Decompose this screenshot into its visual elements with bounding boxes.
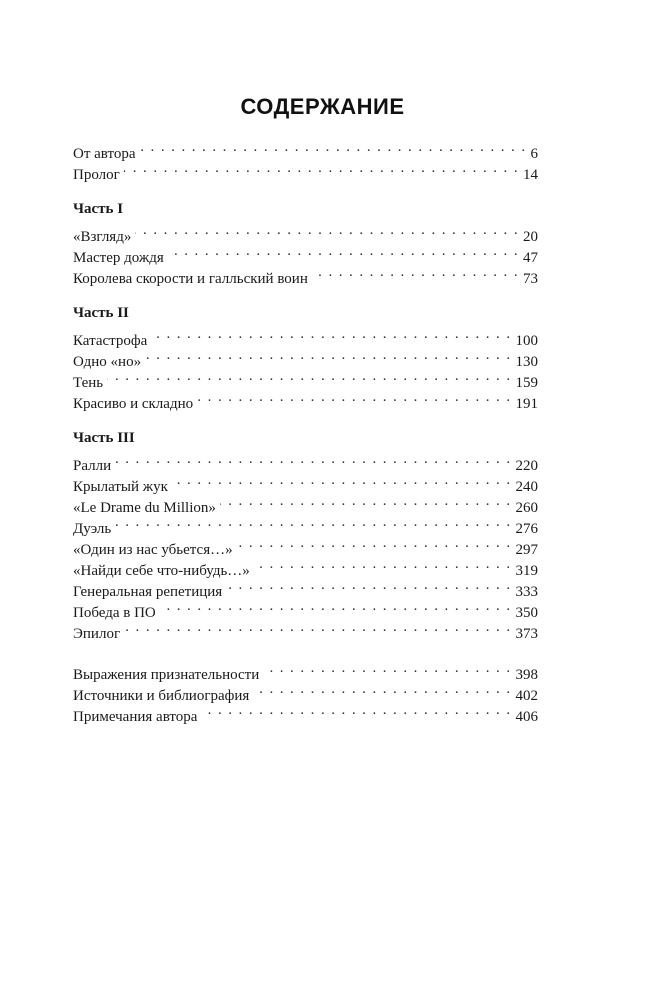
dot-leader xyxy=(124,617,511,638)
toc-entry-page: 73 xyxy=(523,271,538,287)
part-heading: Часть II xyxy=(73,305,129,321)
dot-leader xyxy=(140,137,527,158)
front-matter-section xyxy=(73,137,538,183)
toc-entry-label: Красиво и складно xyxy=(73,396,194,412)
toc-entry-label: «Найди себе что-нибудь…» xyxy=(73,563,250,579)
dot-leader xyxy=(253,679,511,700)
toc-entry[interactable] xyxy=(73,658,538,683)
dot-leader xyxy=(201,700,511,721)
toc-entry-label: Пролог xyxy=(73,167,120,183)
dot-leader xyxy=(226,575,511,596)
dot-leader xyxy=(197,387,511,408)
table-of-contents xyxy=(73,137,538,725)
page-title: СОДЕРЖАНИЕ xyxy=(240,94,405,119)
part-3-section xyxy=(73,428,538,642)
dot-leader xyxy=(145,345,511,366)
toc-entry[interactable] xyxy=(73,387,538,412)
toc-entry-label: Выражения признательности xyxy=(73,667,260,683)
toc-entry-page: 333 xyxy=(515,584,538,600)
toc-entry[interactable] xyxy=(73,241,538,266)
dot-leader xyxy=(160,596,512,617)
toc-entry[interactable] xyxy=(73,533,538,558)
dot-leader xyxy=(107,366,511,387)
dot-leader xyxy=(237,533,512,554)
toc-entry-page: 260 xyxy=(515,500,538,516)
toc-entry-label: Ралли xyxy=(73,458,112,474)
part-2-section xyxy=(73,303,538,412)
toc-entry-page: 350 xyxy=(515,605,538,621)
toc-entry-page: 319 xyxy=(515,563,538,579)
toc-entry-page: 47 xyxy=(523,250,538,266)
dot-leader xyxy=(220,491,512,512)
dot-leader xyxy=(151,324,511,345)
toc-entry-label: От автора xyxy=(73,146,136,162)
dot-leader xyxy=(115,449,511,470)
toc-entry-label: «Один из нас убьется…» xyxy=(73,542,233,558)
dot-leader xyxy=(135,220,519,241)
toc-entry-page: 20 xyxy=(523,229,538,245)
toc-entry-page: 398 xyxy=(515,667,538,683)
toc-entry[interactable] xyxy=(73,158,538,183)
toc-entry-page: 373 xyxy=(515,626,538,642)
toc-entry-page: 220 xyxy=(515,458,538,474)
dot-leader xyxy=(263,658,511,679)
part-heading: Часть I xyxy=(73,201,124,217)
toc-entry-page: 14 xyxy=(523,167,538,183)
toc-entry-page: 6 xyxy=(530,146,538,162)
toc-entry-page: 276 xyxy=(515,521,538,537)
toc-entry-page: 406 xyxy=(515,709,538,725)
toc-entry[interactable] xyxy=(73,512,538,537)
toc-entry-page: 297 xyxy=(515,542,538,558)
dot-leader xyxy=(312,262,519,283)
toc-entry-label: Одно «но» xyxy=(73,354,142,370)
toc-entry-page: 402 xyxy=(515,688,538,704)
toc-entry-label: Эпилог xyxy=(73,626,121,642)
toc-entry-label: Победа в ПО xyxy=(73,605,156,621)
toc-entry[interactable] xyxy=(73,449,538,474)
back-matter-section xyxy=(73,658,538,725)
dot-leader xyxy=(172,470,512,491)
toc-entry[interactable] xyxy=(73,470,538,495)
toc-entry-page: 159 xyxy=(515,375,538,391)
toc-entry-label: Источники и библиография xyxy=(73,688,250,704)
toc-entry-page: 130 xyxy=(515,354,538,370)
toc-entry-label: Мастер дождя xyxy=(73,250,164,266)
toc-entry-label: Примечания автора xyxy=(73,709,198,725)
part-1-section xyxy=(73,199,538,287)
dot-leader xyxy=(115,512,511,533)
toc-entry-page: 240 xyxy=(515,479,538,495)
dot-leader xyxy=(124,158,519,179)
toc-entry-label: Тень xyxy=(73,375,104,391)
toc-entry-label: «Взгляд» xyxy=(73,229,132,245)
part-heading: Часть III xyxy=(73,430,135,446)
toc-entry[interactable] xyxy=(73,220,538,245)
dot-leader xyxy=(168,241,519,262)
toc-entry[interactable] xyxy=(73,366,538,391)
toc-entry-label: Крылатый жук xyxy=(73,479,168,495)
toc-entry[interactable] xyxy=(73,137,538,162)
toc-entry-label: Дуэль xyxy=(73,521,112,537)
toc-entry-label: Катастрофа xyxy=(73,333,148,349)
toc-entry-label: Королева скорости и галльский воин xyxy=(73,271,308,287)
dot-leader xyxy=(254,554,512,575)
toc-entry[interactable] xyxy=(73,617,538,642)
toc-entry-page: 100 xyxy=(515,333,538,349)
toc-entry[interactable] xyxy=(73,324,538,349)
toc-entry-page: 191 xyxy=(515,396,538,412)
toc-entry-label: Генеральная репетиция xyxy=(73,584,223,600)
toc-entry-label: «Le Drame du Million» xyxy=(73,500,216,516)
